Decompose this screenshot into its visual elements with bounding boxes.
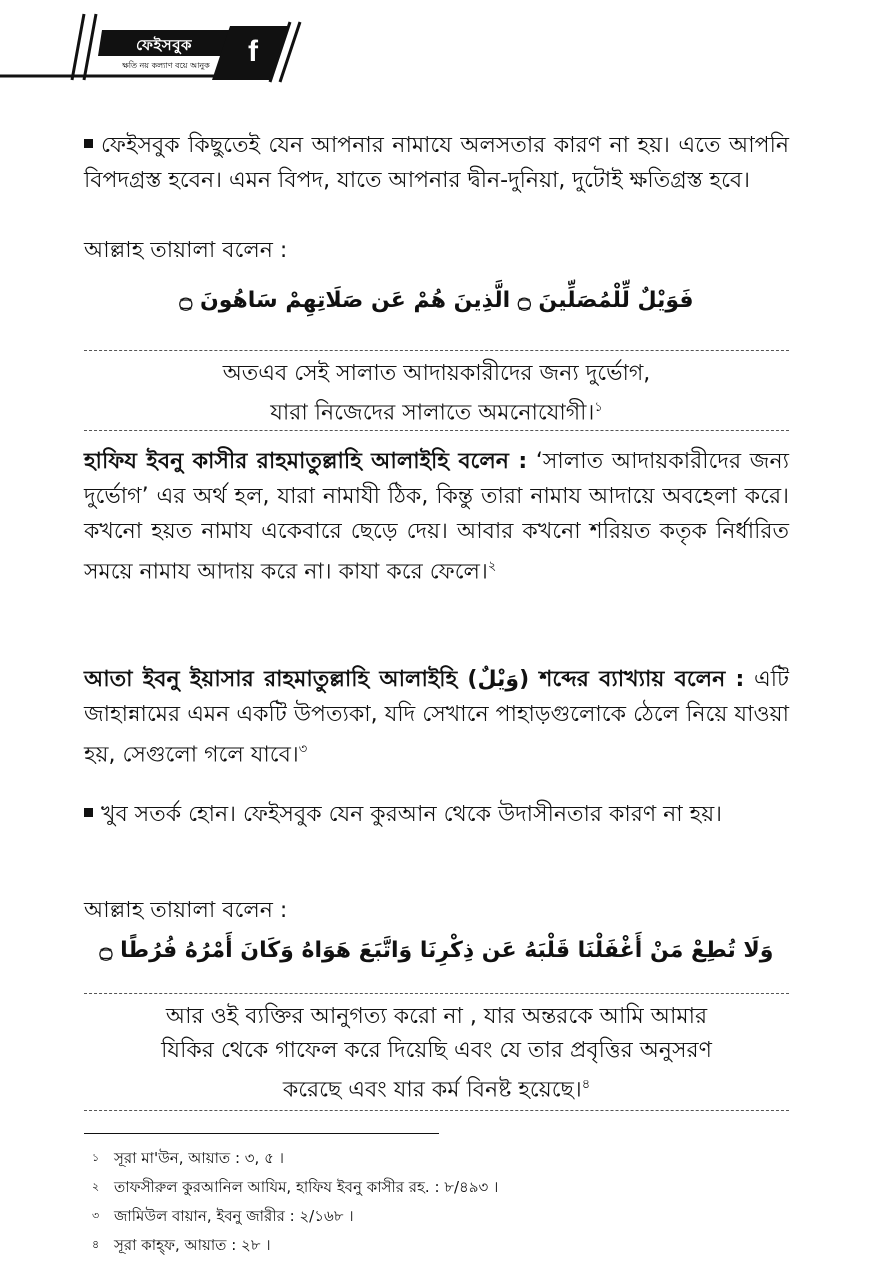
facebook-icon: f: [248, 35, 258, 68]
footnote-ref-2: ২: [487, 559, 497, 574]
paragraph-4-text: খুব সতর্ক হোন। ফেইসবুক যেন কুরআন থেকে উদাসীনতার কারণ না হয়।: [101, 802, 723, 827]
footnote-2: ২ তাফসীরুল কুরআনিল আযিম, হাফিয ইবনু কাসীর রহ. : ৮/৪৯৩ ।: [92, 1178, 499, 1196]
paragraph-3: [84, 662, 789, 772]
footnote-ref-1: ১: [594, 400, 603, 415]
paragraph-1-text: ফেইসবুক কিছুতেই যেন আপনার নামাযে অলসতার কারণ না হয়। এতে আপনি বিপদগ্রস্ত হবেন। এমন বিপদ, যাতে আপনার দ্বীন-দুনিয়া, দুটোই ক্ষতিগ্রস্ত হবে।: [84, 133, 789, 193]
translation-1-line-1: অতএব সেই সালাত আদায়কারীদের জন্য দুর্ভোগ,: [222, 361, 651, 386]
arabic-verse-1: فَوَيْلٌ لِّلْمُصَلِّينَ ۝ الَّذِينَ هُمْ عَن صَلَاتِهِمْ سَاهُونَ ۝: [179, 288, 694, 313]
arabic-verse-2: وَلَا تُطِعْ مَنْ أَغْفَلْنَا قَلْبَهُ عَن ذِكْرِنَا وَاتَّبَعَ هَوَاهُ وَكَانَ أَمْرُهُ فُرُطًا ۝: [99, 938, 774, 963]
paragraph-4-lead: আল্লাহ তায়ালা বলেন :: [84, 898, 288, 923]
divider: [84, 993, 789, 994]
paragraph-2: [84, 444, 789, 589]
paragraph-2-text: ‘সালাত আদায়কারীদের জন্য দুর্ভোগ’ এর অর্থ হল, যারা নামাযী ঠিক, কিন্তু তারা নামায আদায়ে অবহেলা করে। কখনো হয়ত নামায একেবারে ছেড়ে দেয়। আবার কখনো শরিয়ত কতৃক নির্ধারিত সময়ে নামায আদায় করে না। কাযা করে ফেলে।: [84, 449, 789, 585]
paragraph-1-lead: আল্লাহ তায়ালা বলেন :: [84, 238, 288, 263]
header-title: ফেইসবুক: [135, 36, 193, 54]
footnote-1: ১ সূরা মা'উন, আয়াত : ৩, ৫ ।: [92, 1149, 284, 1167]
footnote-ref-3: ৩: [298, 742, 308, 757]
translation-2-line-1: আর ওই ব্যক্তির আনুগত্য করো না , যার অন্তরকে আমি আমার: [165, 1004, 708, 1029]
divider: [84, 430, 789, 431]
paragraph-3-text: এটি জাহান্নামের এমন একটি উপত্যকা, যদি সেখানে পাহাড়গুলোকে ঠেলে নিয়ে যাওয়া হয়, সেগুলো গলে যাবে।: [84, 667, 789, 768]
header-subtitle: ক্ষতি নয় কল্যাণ বয়ে আনুক: [122, 61, 210, 70]
translation-1-line-2: যারা নিজেদের সালাতে অমনোযোগী।: [270, 400, 595, 426]
translation-2-line-2: যিকির থেকে গাফেল করে দিয়েছি এবং যে তার প্রবৃত্তির অনুসরণ: [161, 1038, 712, 1063]
translation-2-line-3: করেছে এবং যার কর্ম বিনষ্ট হয়েছে।: [282, 1077, 582, 1103]
footnote-3: ৩ জামিউল বায়ান, ইবনু জারীর : ২/১৬৮ ।: [92, 1207, 354, 1225]
paragraph-2-heading: হাফিয ইবনু কাসীর রাহমাতুল্লাহি আলাইহি বলেন :: [84, 449, 528, 474]
translation-1: [84, 357, 789, 430]
footnote-rule: [84, 1133, 439, 1134]
translation-2: [84, 1000, 789, 1107]
divider: [84, 350, 789, 351]
paragraph-1: [84, 128, 789, 198]
footnote-4: ৪ সূরা কাহ্‌ফ, আয়াত : ২৮ ।: [92, 1236, 271, 1254]
divider: [84, 1110, 789, 1111]
bullet-icon: [84, 808, 93, 817]
footnote-ref-4: ৪: [581, 1077, 591, 1092]
paragraph-4: [84, 797, 789, 832]
paragraph-3-heading: আতা ইবনু ইয়াসার রাহমাতুল্লাহি আলাইহি (وَيْلٌ) শব্দের ব্যাখ্যায় বলেন :: [84, 667, 745, 692]
bullet-icon: [84, 139, 93, 148]
page-header: [0, 0, 869, 90]
